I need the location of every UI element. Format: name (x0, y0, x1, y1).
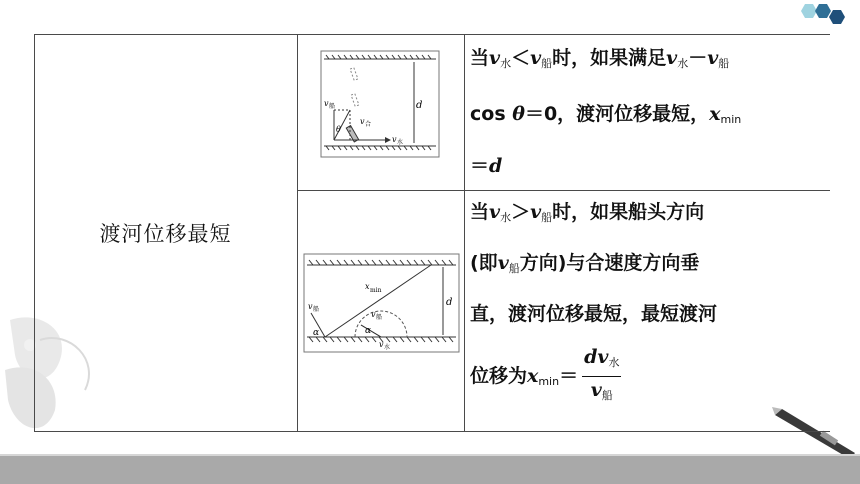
table-col-divider-2 (464, 34, 465, 432)
label-d2: d (446, 297, 453, 308)
label-d: d (416, 100, 423, 111)
case1-line2: cos θ＝0，渡河位移最短，$x_{min}$ (470, 103, 742, 126)
table-row-divider (297, 190, 830, 191)
row-label: 渡河位移最短 (99, 222, 232, 246)
case1-line1: 当$v_水<v_船$时，如果满足$v_水-v_船$ (470, 47, 730, 70)
label-v-boat2a: v (308, 302, 313, 311)
case2-line1: 当$v_水>v_船$时，如果船头方向 (470, 201, 705, 224)
label-v-boat: v (324, 99, 329, 108)
fraction: $\frac{dv_水}{v_船}$ (584, 346, 620, 402)
label-alpha2: α (365, 326, 372, 336)
label-theta: θ (336, 125, 341, 134)
hexagon-logo-icon (795, 0, 855, 26)
label-v-res-sub: 合 (365, 121, 372, 128)
label-x-sub: min (370, 287, 382, 294)
label-v-water2-sub: 水 (384, 344, 391, 351)
table-col-divider-1 (297, 34, 298, 432)
case1-description (470, 38, 825, 186)
label-v-boat2b: v (371, 310, 376, 319)
case2-line4: 位移为$x_{min}=$ $\frac{dv_水}{v_船}$ (470, 344, 825, 409)
label-alpha1: α (313, 328, 320, 338)
footer-bar (0, 456, 860, 484)
row-label-cell (34, 34, 297, 432)
label-v-water: v (392, 135, 397, 144)
label-v-boat2a-sub: 船 (313, 306, 320, 313)
diagram-case2 (303, 253, 460, 353)
case1-line3: ＝d (470, 155, 503, 177)
case2-description (470, 192, 825, 409)
case2-line3: 直，渡河位移最短，最短渡河 (470, 303, 718, 325)
label-x: x (365, 282, 370, 291)
label-v-water2: v (379, 340, 384, 349)
diagram-case1 (320, 50, 440, 158)
case2-line2: (即$v_船$方向)与合速度方向垂 (470, 252, 700, 275)
label-v-water-sub: 水 (397, 139, 404, 146)
label-v-res: v (360, 117, 365, 126)
label-v-boat-sub: 船 (329, 103, 336, 110)
label-v-boat2b-sub: 船 (376, 314, 383, 321)
